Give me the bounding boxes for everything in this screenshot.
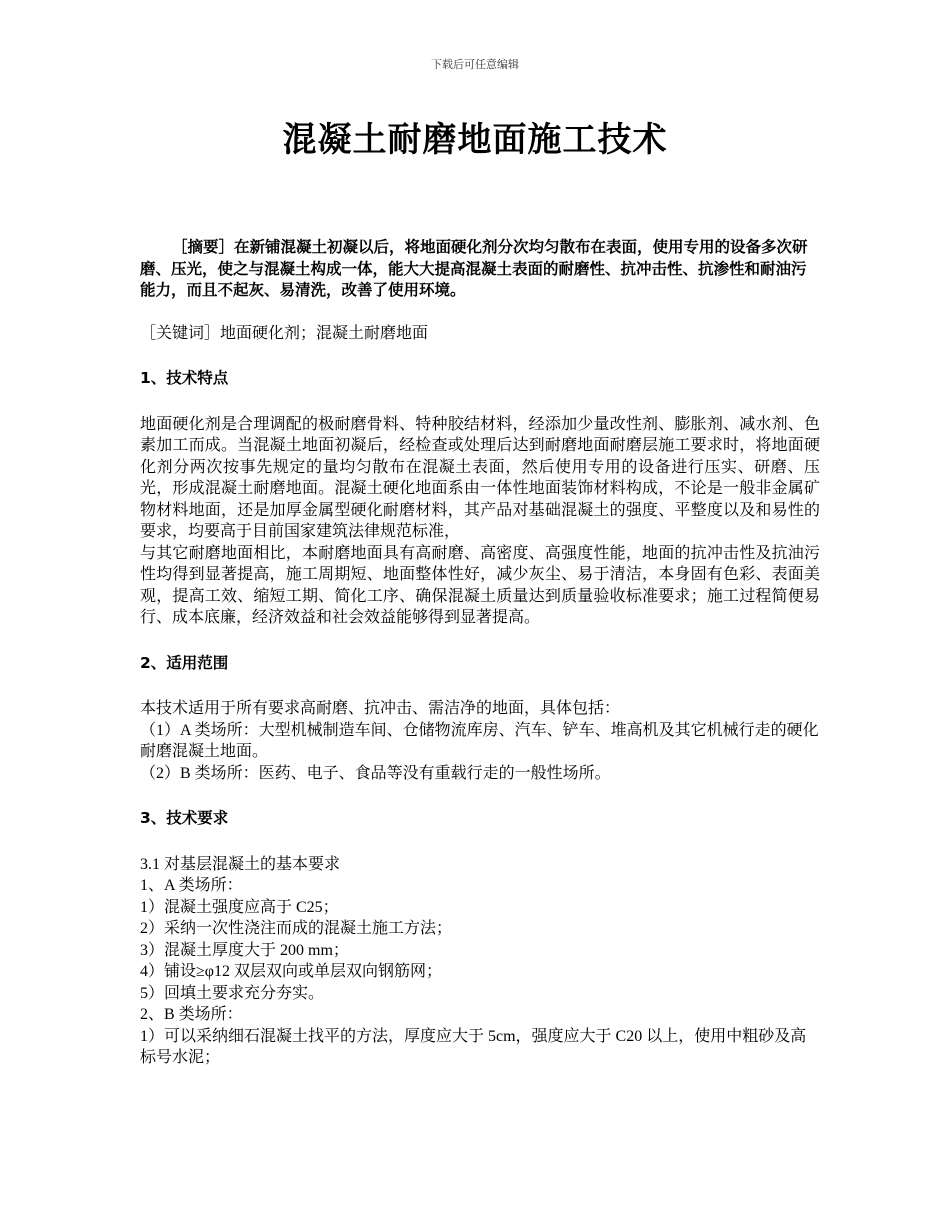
section-2-body <box>140 698 820 784</box>
abstract: ［摘要］在新铺混凝土初凝以后，将地面硬化剂分次均匀散布在表面，使用专用的设备多次研磨、压光，使之与混凝土构成一体，能大大提高混凝土表面的耐磨性、抗冲击性、抗渗性和耐油污能力，而且不起灰、易清洗，改善了使用环境。 <box>140 238 808 299</box>
section-heading-2: 2、适用范围 <box>140 653 229 672</box>
list-item: 1、A 类场所： <box>140 877 243 894</box>
header-note: 下载后可任意编辑 <box>431 59 519 71</box>
section-1-paragraph-2: 与其它耐磨地面相比，本耐磨地面具有高耐磨、高密度、高强度性能，地面的抗冲击性及抗油污性均得到显著提高，施工周期短、地面整体性好，减少灰尘、易于清洁，本身固有色彩、表面美观，提高工效、缩短工期、简化工序、确保混凝土质量达到质量验收标准要求；施工过程简便易行、成本底廉，经济效益和社会效益能够得到显著提高。 <box>140 544 820 626</box>
list-item: 3）混凝土厚度大于 200 mm； <box>140 941 349 959</box>
section-2-line: （1）A 类场所：大型机械制造车间、仓储物流库房、汽车、铲车、堆高机及其它机械行走的硬化耐磨混凝土地面。 <box>140 721 819 760</box>
list-item: 1）可以采纳细石混凝土找平的方法，厚度应大于 5cm，强度应大于 C20 以上，使用中粗砂及高标号水泥； <box>140 1027 807 1066</box>
section-1-paragraph-1: 地面硬化剂是合理调配的极耐磨骨料、特种胶结材料，经添加少量改性剂、膨胀剂、减水剂、色素加工而成。当混凝土地面初凝后，经检查或处理后达到耐磨地面耐磨层施工要求时，将地面硬化剂分两次按事先规定的量均匀散布在混凝土表面，然后使用专用的设备进行压实、研磨、压光，形成混凝土耐磨地面。混凝土硬化地面系由一体性地面装饰材料构成，不论是一般非金属矿物材料地面，还是加厚金属型硬化耐磨材料，其产品对基础混凝土的强度、平整度以及和易性的要求，均要高于目前国家建筑法律规范标准， <box>140 415 820 540</box>
section-2-line: 本技术适用于所有要求高耐磨、抗冲击、需洁净的地面，具体包括： <box>140 700 621 717</box>
section-heading-3: 3、技术要求 <box>140 809 229 827</box>
page-title: 混凝土耐磨地面施工技术 <box>282 120 668 160</box>
list-item: 4）铺设≥φ12 双层双向或单层双向钢筋网； <box>140 963 443 980</box>
list-item: 1）混凝土强度应高于 C25； <box>140 898 339 916</box>
section-heading-1: 1、技术特点 <box>140 369 229 387</box>
list-item: 2）采纳一次性浇注而成的混凝土施工方法； <box>140 920 453 937</box>
list-item: 3.1 对基层混凝土的基本要求 <box>140 855 341 873</box>
document-body <box>140 237 820 1069</box>
section-1-body <box>140 414 820 629</box>
list-item: 5）回填土要求充分夯实。 <box>140 984 325 1002</box>
section-3-body <box>140 854 820 1069</box>
list-item: 2、B 类场所： <box>140 1006 243 1023</box>
section-2-line: （2）B 类场所：医药、电子、食品等没有重载行走的一般性场所。 <box>140 764 611 782</box>
keywords: ［关键词］地面硬化剂；混凝土耐磨地面 <box>140 324 429 342</box>
